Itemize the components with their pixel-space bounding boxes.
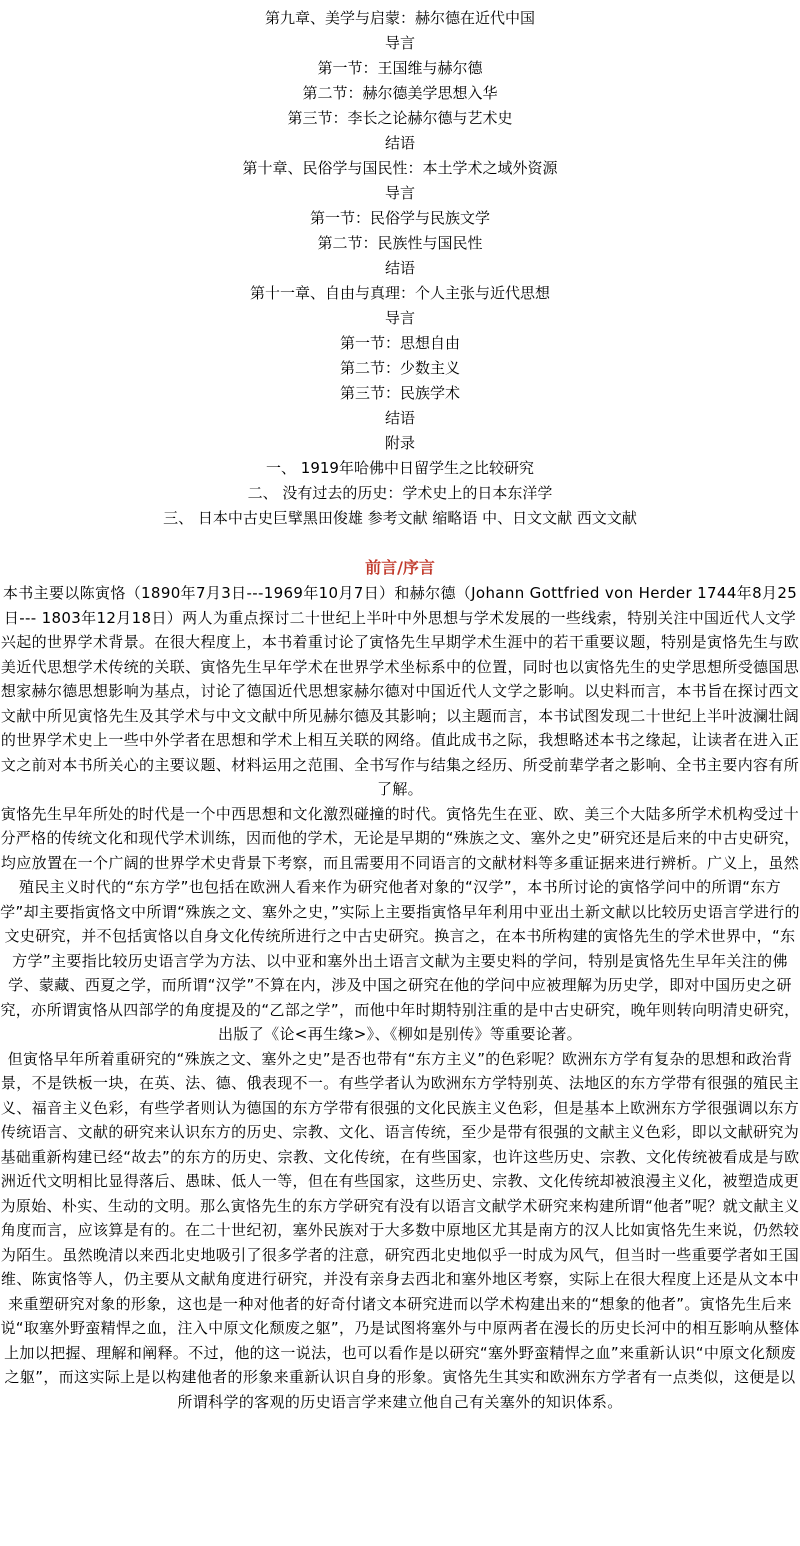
- toc-item: 第二节：赫尔德美学思想入华: [302, 84, 498, 102]
- toc-item: 导言: [384, 34, 415, 52]
- toc-item: 导言: [384, 309, 415, 327]
- toc-item: 第十一章、自由与真理：个人主张与近代思想: [249, 284, 550, 302]
- toc-item: 第九章、美学与启蒙：赫尔德在近代中国: [264, 9, 535, 27]
- preface-title: 前言/序言: [365, 558, 435, 577]
- preface-paragraph: 寅恪先生早年所处的时代是一个中西思想和文化激烈碰撞的时代。寅恪先生在亚、欧、美三个大陆多所学术机构受过十分严格的传统文化和现代学术训练，因而他的学术，无论是早期的“殊族之文、塞外之史”研究还是后来的中古史研究，均应放置在一个广阔的世界学术史背景下考察，而且需要用不同语言的文献材料等多重证据来进行辨析。广义上，虽然殖民主义时代的“东方学”也包括在欧洲人看来作为研究他者对象的“汉学”，本书所讨论的寅恪学问中的所谓“东方学”却主要指寅恪文中所谓“殊族之文、塞外之史，”实际上主要指寅恪早年利用中亚出土新文献以比较历史语言学进行的文史研究，并不包括寅恪以自身文化传统所进行之中古史研究。换言之，在本书所构建的寅恪先生的学术世界中，“东方学”主要指比较历史语言学为方法、以中亚和塞外出土语言文献为主要史料的学问，特别是寅恪先生早年关注的佛学、蒙藏、西夏之学，而所谓“汉学”不算在内，涉及中国之研究在他的学问中应被理解为历史学，即对中国历史之研究，亦所谓寅恪从四部学的角度提及的“乙部之学”，而他中年时期特别注重的是中古史研究，晚年则转向明清史研究，出版了《论<再生缘>》、《柳如是别传》等重要论著。: [0, 804, 800, 1043]
- toc-item: 第二节：少数主义: [339, 359, 460, 377]
- toc-item: 第一节：民俗学与民族文学: [309, 209, 490, 227]
- toc-item: 二、 没有过去的历史：学术史上的日本东洋学: [247, 484, 553, 502]
- toc-item: 第一节：思想自由: [339, 334, 460, 352]
- toc-item: 三、 日本中古史巨擘黑田俊雄 参考文献 缩略语 中、日文文献 西文文献: [163, 509, 637, 527]
- preface-body: [0, 581, 800, 1414]
- toc-item: 第三节：民族学术: [339, 384, 460, 402]
- toc-item: 结语: [384, 409, 415, 427]
- toc-item: 附录: [384, 434, 415, 452]
- toc-item: 第一节：王国维与赫尔德: [317, 59, 483, 77]
- preface-paragraph: 本书主要以陈寅恪（1890年7月3日---1969年10月7日）和赫尔德（Johann Gottfried von Herder 1744年8月25日--- 1803年12月18日）两人为重点探讨二十世纪上半叶中外思想与学术发展的一些线索，特别关注中国近代人文学兴起的世界学术背景。在很大程度上，本书着重讨论了寅恪先生早期学术生涯中的若干重要议题，特别是寅恪先生与欧美近代思想学术传统的关联、寅恪先生早年学术在世界学术坐标系中的位置，同时也以寅恪先生的史学思想所受德国思想家赫尔德思想影响为基点，讨论了德国近代思想家赫尔德对中国近代人文学之影响。以史料而言，本书旨在探讨西文文献中所见寅恪先生及其学术与中文文献中所见赫尔德及其影响；以主题而言，本书试图发现二十世纪上半叶波澜壮阔的世界学术史上一些中外学者在思想和学术上相互关联的网络。值此成书之际，我想略述本书之缘起，让读者在进入正文之前对本书所关心的主要议题、材料运用之范围、全书写作与结集之经历、所受前辈学者之影响、全书主要内容有所了解。: [0, 584, 800, 798]
- toc-item: 结语: [384, 134, 415, 152]
- toc-item: 导言: [384, 184, 415, 202]
- toc-item: 第十章、民俗学与国民性：本土学术之域外资源: [242, 159, 558, 177]
- toc-item: 结语: [384, 259, 415, 277]
- toc-item: 一、 1919年哈佛中日留学生之比较研究: [266, 459, 534, 477]
- toc-item: 第三节：李长之论赫尔德与艺术史: [287, 109, 513, 127]
- preface-paragraph: 但寅恪早年所着重研究的“殊族之文、塞外之史”是否也带有“东方主义”的色彩呢？欧洲东方学有复杂的思想和政治背景，不是铁板一块，在英、法、德、俄表现不一。有些学者认为欧洲东方学特别英、法地区的东方学带有很强的殖民主义、福音主义色彩，有些学者则认为德国的东方学带有很强的文化民族主义色彩，但是基本上欧洲东方学很强调以东方传统语言、文献的研究来认识东方的历史、宗教、文化、语言传统，至少是带有很强的文献主义色彩，即以文献研究为基础重新构建已经“故去”的东方的历史、宗教、文化传统，在有些国家，也许这些历史、宗教、文化传统被看成是与欧洲近代文明相比显得落后、愚昧、低人一等，但在有些国家，这些历史、宗教、文化传统却被浪漫主义化，被塑造成更为原始、朴实、生动的文明。那么寅恪先生的东方学研究有没有以语言文献学术研究来构建所谓“他者”呢？就文献主义角度而言，应该算是有的。在二十世纪初，塞外民族对于大多数中原地区尤其是南方的汉人比如寅恪先生来说，仍然较为陌生。虽然晚清以来西北史地吸引了很多学者的注意，研究西北史地似乎一时成为风气，但当时一些重要学者如王国维、陈寅恪等人，仍主要从文献角度进行研究，并没有亲身去西北和塞外地区考察，实际上在很大程度上还是从文本中来重塑研究对象的形象，这也是一种对他者的好奇付诸文本研究进而以学术构建出来的“想象的他者”。寅恪先生后来说“取塞外野蛮精悍之血，注入中原文化颓废之躯”，乃是试图将塞外与中原两者在漫长的历史长河中的相互影响从整体上加以把握、理解和阐释。不过，他的这一说法，也可以看作是以研究“塞外野蛮精悍之血”来重新认识“中原文化颓废之躯”，而这实际上是以构建他者的形象来重新认识自身的形象。寅恪先生其实和欧洲东方学者有一点类似，这便是以所谓科学的客观的历史语言学来建立他自己有关塞外的知识体系。: [0, 1049, 800, 1411]
- toc-item: 第二节：民族性与国民性: [317, 234, 483, 252]
- table-of-contents: [0, 0, 800, 531]
